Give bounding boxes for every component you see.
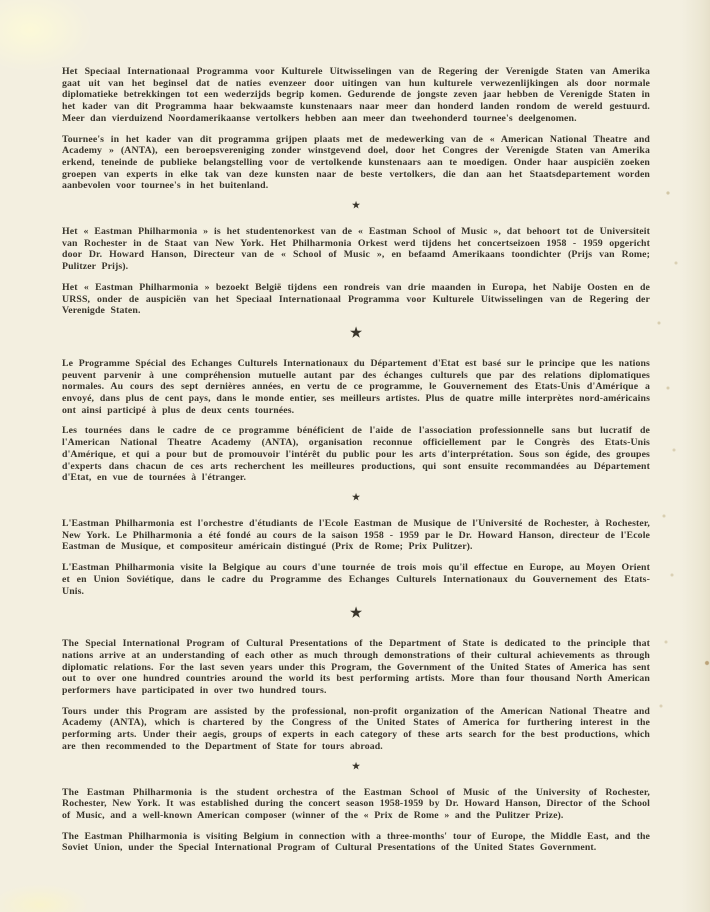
- star-separator-icon: ★: [349, 324, 363, 340]
- star-separator-icon: ★: [349, 605, 363, 621]
- paragraph-french-4: L'Eastman Philharmonia visite la Belgique au cours d'une tournée de trois mois qu'il effectue en Europe, au Moyen Orient et en Union Soviétique, dans le cadre du Programme des Echanges Culturels Internationaux du Gouvernement des Etats-Unis.: [62, 562, 650, 597]
- section-french-orchestra: [62, 518, 650, 597]
- section-dutch-program: [62, 66, 650, 192]
- section-english-program: [62, 638, 650, 752]
- paragraph-dutch-4: Het « Eastman Philharmonia » bezoekt België tijdens een rondreis van drie maanden in Europa, het Nabije Oosten en de URSS, onder de auspiciën van het Speciaal Internationaal Programma voor Kulturele Uitwisselingen van de Regering der Verenigde Staten.: [62, 281, 650, 317]
- paragraph-dutch-1: Het Speciaal Internationaal Programma voor Kulturele Uitwisselingen van de Regering der Verenigde Staten van Amerika gaat uit van het beginsel dat de naties evenzeer door uitingen van hun kulturele verwezenlijkingen als door normale diplomatieke betrekkingen tot een wederzijds begrip komen. Gedurende de jongste zeven jaar hebben de Verenigde Staten in het kader van dit Programma haar bekwaamste kunstenaars naar meer dan honderd landen rondom de wereld gestuurd. Meer dan vierduizend Noordamerikaanse vertolkers hebben aan meer dan tweehonderd tournee's deelgenomen.: [62, 66, 650, 124]
- paragraph-english-4: The Eastman Philharmonia is visiting Belgium in connection with a three-months' tour of Europe, the Middle East, and the Soviet Union, under the Special International Program of Cultural Presentations of the United States Government.: [62, 830, 650, 854]
- paragraph-dutch-2: Tournee's in het kader van dit programma grijpen plaats met de medewerking van de « American National Theatre and Academy » (ANTA), een beroepsvereniging zonder winstgevend doel, door het Congres der Verenigde Staten van Amerika erkend, teneinde de publieke belangstelling voor de vertolkende kunstenaars aan te moedigen. Onder haar auspiciën zoeken groepen van experts in elke tak van deze kunsten naar de beste vertolkers, die dan aan het Staatsdepartement worden aanbevolen voor tournee's in het buitenland.: [62, 133, 650, 192]
- star-separator-icon: ★: [351, 200, 361, 211]
- paragraph-french-2: Les tournées dans le cadre de ce programme bénéficient de l'aide de l'association professionnelle sans but lucratif de l'American National Theatre Academy (ANTA), organisation reconnue officiellement par le Congrès des Etats-Unis d'Amérique, et qui a pour but de promouvoir l'intérêt du public pour les arts d'interprétation. Sous son égide, des groupes d'experts dans chacun de ces arts recherchent les meilleures productions, qui sont ensuite recommandées au Département d'Etat, en vue de tournées à l'étranger.: [62, 425, 650, 484]
- star-separator-icon: ★: [351, 491, 361, 502]
- star-separator-icon: ★: [351, 760, 361, 771]
- paragraph-english-1: The Special International Program of Cultural Presentations of the Department of State is dedicated to the principle that nations arrive at an understanding of each other as much through demonstrations of their cultural achievements as through diplomatic relations. For the last seven years under this Program, the Government of the United States of America has sent out to over one hundred countries around the world its best performing artists. More than four thousand North American performers have participated in over two hundred tours.: [62, 638, 650, 697]
- paragraph-dutch-3: Het « Eastman Philharmonia » is het studentenorkest van de « Eastman School of Music », dat behoort tot de Universiteit van Rochester in de Staat van New York. Het Philharmonia Orkest werd tijdens het concertseizoen 1958 - 1959 opgericht door Dr. Howard Hanson, Directeur van de « School of Music », en befaamd Amerikaans toondichter (Prijs van Rome; Pulitzer Prijs).: [62, 226, 650, 273]
- paragraph-english-2: Tours under this Program are assisted by the professional, non-profit organization of the American National Theatre and Academy (ANTA), which is chartered by the Congress of the United States of America for furthering interest in the performing arts. Under their aegis, groups of experts in each category of these arts search for the best productions, which are then recommended to the Department of State for tours abroad.: [62, 705, 650, 752]
- section-french-program: [62, 358, 650, 484]
- section-dutch-orchestra: [62, 226, 650, 317]
- paragraph-french-1: Le Programme Spécial des Echanges Culturels Internationaux du Département d'Etat est basé sur le principe que les nations peuvent parvenir à une compréhension mutuelle autant par des échanges culturels que par des relations diplomatiques normales. Au cours des sept dernières années, en vertu de ce programme, le Gouvernement des Etats-Unis d'Amérique a envoyé, dans plus de cent pays, dans le monde entier, ses meilleurs artistes. Plus de quatre mille interprètes nord-américains ont ainsi participé à plus de deux cents tournées.: [62, 357, 650, 416]
- paragraph-english-3: The Eastman Philharmonia is the student orchestra of the Eastman School of Music of the University of Rochester, Rochester, New York. It was established during the concert season 1958-1959 by Dr. Howard Hanson, Director of the School of Music, and a well-known American composer (winner of the « Prix de Rome » and the Pulitzer Prize).: [62, 786, 650, 821]
- section-english-orchestra: [62, 787, 650, 855]
- paragraph-french-3: L'Eastman Philharmonia est l'orchestre d'étudiants de l'Ecole Eastman de Musique de l'Université de Rochester, à Rochester, New York. Le Philharmonia a été fondé au cours de la saison 1958 - 1959 par le Dr. Howard Hanson, directeur de l'Ecole Eastman de Musique, et compositeur américain distingué (Prix de Rome; Prix Pulitzer).: [62, 517, 650, 553]
